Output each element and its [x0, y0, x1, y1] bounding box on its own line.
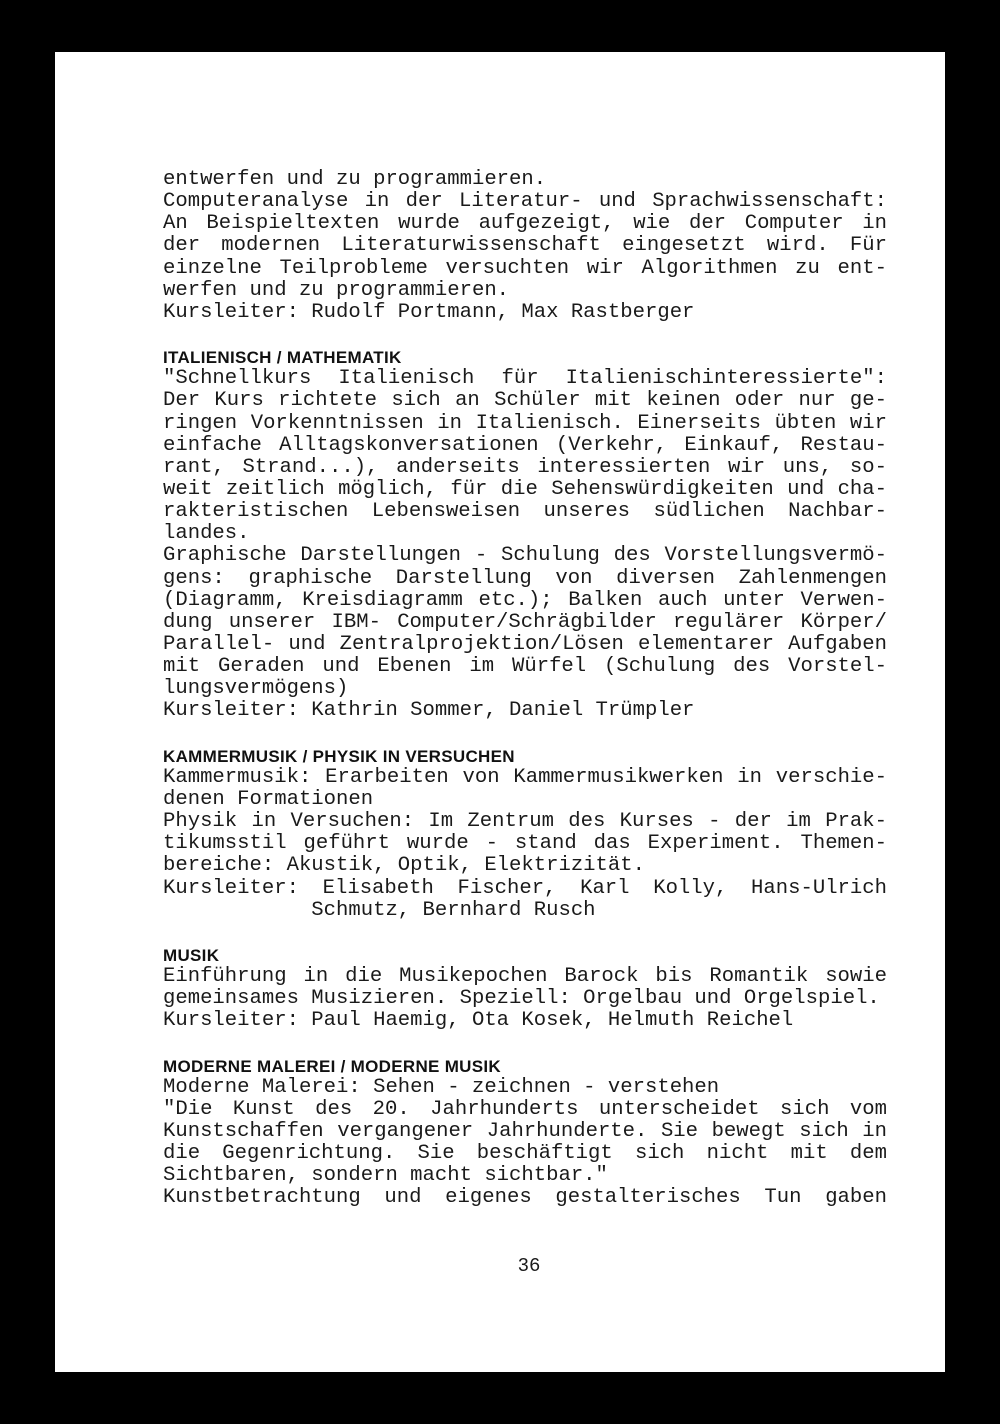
paragraph	[163, 700, 887, 722]
text-line: tikumsstil geführt wurde - stand das Experiment. Themen-	[163, 832, 887, 856]
paragraph	[163, 966, 887, 1010]
text-line: Sichtbaren, sondern macht sichtbar."	[163, 1164, 608, 1188]
paragraph	[163, 169, 887, 191]
text-line: Kursleiter: Kathrin Sommer, Daniel Trümpler	[163, 699, 695, 723]
text-line: mit Geraden und Ebenen im Würfel (Schulung des Vorstel-	[163, 655, 887, 679]
text-line: Graphische Darstellungen - Schulung des Vorstellungsvermö-	[163, 544, 887, 568]
text-line: Kammermusik: Erarbeiten von Kammermusikwerken in verschie-	[163, 765, 887, 789]
paragraph	[163, 545, 887, 700]
paragraph	[163, 1077, 887, 1099]
text-line: lungsvermögens)	[163, 677, 349, 701]
text-line: An Beispieltexten wurde aufgezeigt, wie der Computer in	[163, 212, 887, 236]
paragraph	[163, 767, 887, 811]
text-line: Kursleiter: Rudolf Portmann, Max Rastberger	[163, 300, 695, 324]
text-line: Einführung in die Musikepochen Barock bis Romantik sowie	[163, 965, 887, 989]
text-line: Kursleiter: Elisabeth Fischer, Karl Kolly, Hans-Ulrich	[163, 876, 887, 900]
page-body	[163, 169, 887, 1232]
course-section	[163, 169, 887, 324]
paragraph	[163, 878, 887, 922]
text-line: einzelne Teilprobleme versuchten wir Algorithmen zu ent-	[163, 256, 887, 280]
text-line: gemeinsames Musizieren. Speziell: Orgelbau und Orgelspiel.	[163, 987, 880, 1011]
text-line: Computeranalyse in der Literatur- und Sprachwissenschaft:	[163, 190, 887, 214]
course-section	[163, 346, 887, 722]
text-line: der modernen Literaturwissenschaft eingesetzt wird. Für	[163, 234, 887, 258]
text-line: werfen und zu programmieren.	[163, 278, 510, 302]
text-line: Kursleiter: Paul Haemig, Ota Kosek, Helmuth Reichel	[163, 1009, 794, 1033]
text-line: "Die Kunst des 20. Jahrhunderts unterscheidet sich vom	[163, 1097, 887, 1121]
page-number: 36	[517, 1255, 541, 1277]
text-line: Der Kurs richtete sich an Schüler mit keinen oder nur ge-	[163, 389, 887, 413]
text-line: dung unserer IBM- Computer/Schrägbilder regulärer Körper/	[163, 610, 887, 634]
text-line: Parallel- und Zentralprojektion/Lösen elementarer Aufgaben	[163, 632, 887, 656]
document-page	[55, 52, 945, 1372]
paragraph	[163, 1187, 887, 1209]
text-line: die Gegenrichtung. Sie beschäftigt sich nicht mit dem	[163, 1142, 887, 1166]
section-heading: ITALIENISCH / MATHEMATIK	[163, 348, 402, 368]
text-line: Physik in Versuchen: Im Zentrum des Kurses - der im Prak-	[163, 810, 887, 834]
section-heading: MODERNE MALEREI / MODERNE MUSIK	[163, 1056, 501, 1076]
section-heading: KAMMERMUSIK / PHYSIK IN VERSUCHEN	[163, 746, 515, 766]
text-line: weit zeitlich möglich, für die Sehenswürdigkeiten und cha-	[163, 477, 887, 501]
text-line: Schmutz, Bernhard Rusch	[163, 898, 596, 922]
text-line: Moderne Malerei: Sehen - zeichnen - verstehen	[163, 1075, 720, 1099]
text-line: denen Formationen	[163, 787, 374, 811]
paragraph	[163, 368, 887, 545]
paragraph	[163, 811, 887, 877]
course-section	[163, 1055, 887, 1210]
text-line: rakteristischen Lebensweisen unseres südlichen Nachbar-	[163, 500, 887, 524]
text-line: entwerfen und zu programmieren.	[163, 168, 547, 191]
text-line: einfache Alltagskonversationen (Verkehr, Einkauf, Restau-	[163, 433, 887, 457]
text-line: (Diagramm, Kreisdiagramm etc.); Balken auch unter Verwen-	[163, 588, 887, 612]
text-line: ringen Vorkenntnissen in Italienisch. Einerseits übten wir	[163, 411, 887, 435]
course-section	[163, 944, 887, 1033]
text-line: "Schnellkurs Italienisch für Italienischinteressierte":	[163, 367, 887, 391]
paragraph	[163, 191, 887, 302]
course-section	[163, 745, 887, 922]
text-line: Kunstschaffen vergangener Jahrhunderte. Sie bewegt sich in	[163, 1120, 887, 1144]
text-line: rant, Strand...), anderseits interessierten wir uns, so-	[163, 455, 887, 479]
text-line: gens: graphische Darstellung von diversen Zahlenmengen	[163, 566, 887, 590]
paragraph	[163, 302, 887, 324]
section-heading: MUSIK	[163, 945, 220, 965]
text-line: landes.	[163, 522, 250, 546]
paragraph	[163, 1010, 887, 1032]
text-line: bereiche: Akustik, Optik, Elektrizität.	[163, 854, 645, 878]
text-line: Kunstbetrachtung und eigenes gestalterisches Tun gaben	[163, 1186, 887, 1210]
paragraph	[163, 1099, 887, 1188]
